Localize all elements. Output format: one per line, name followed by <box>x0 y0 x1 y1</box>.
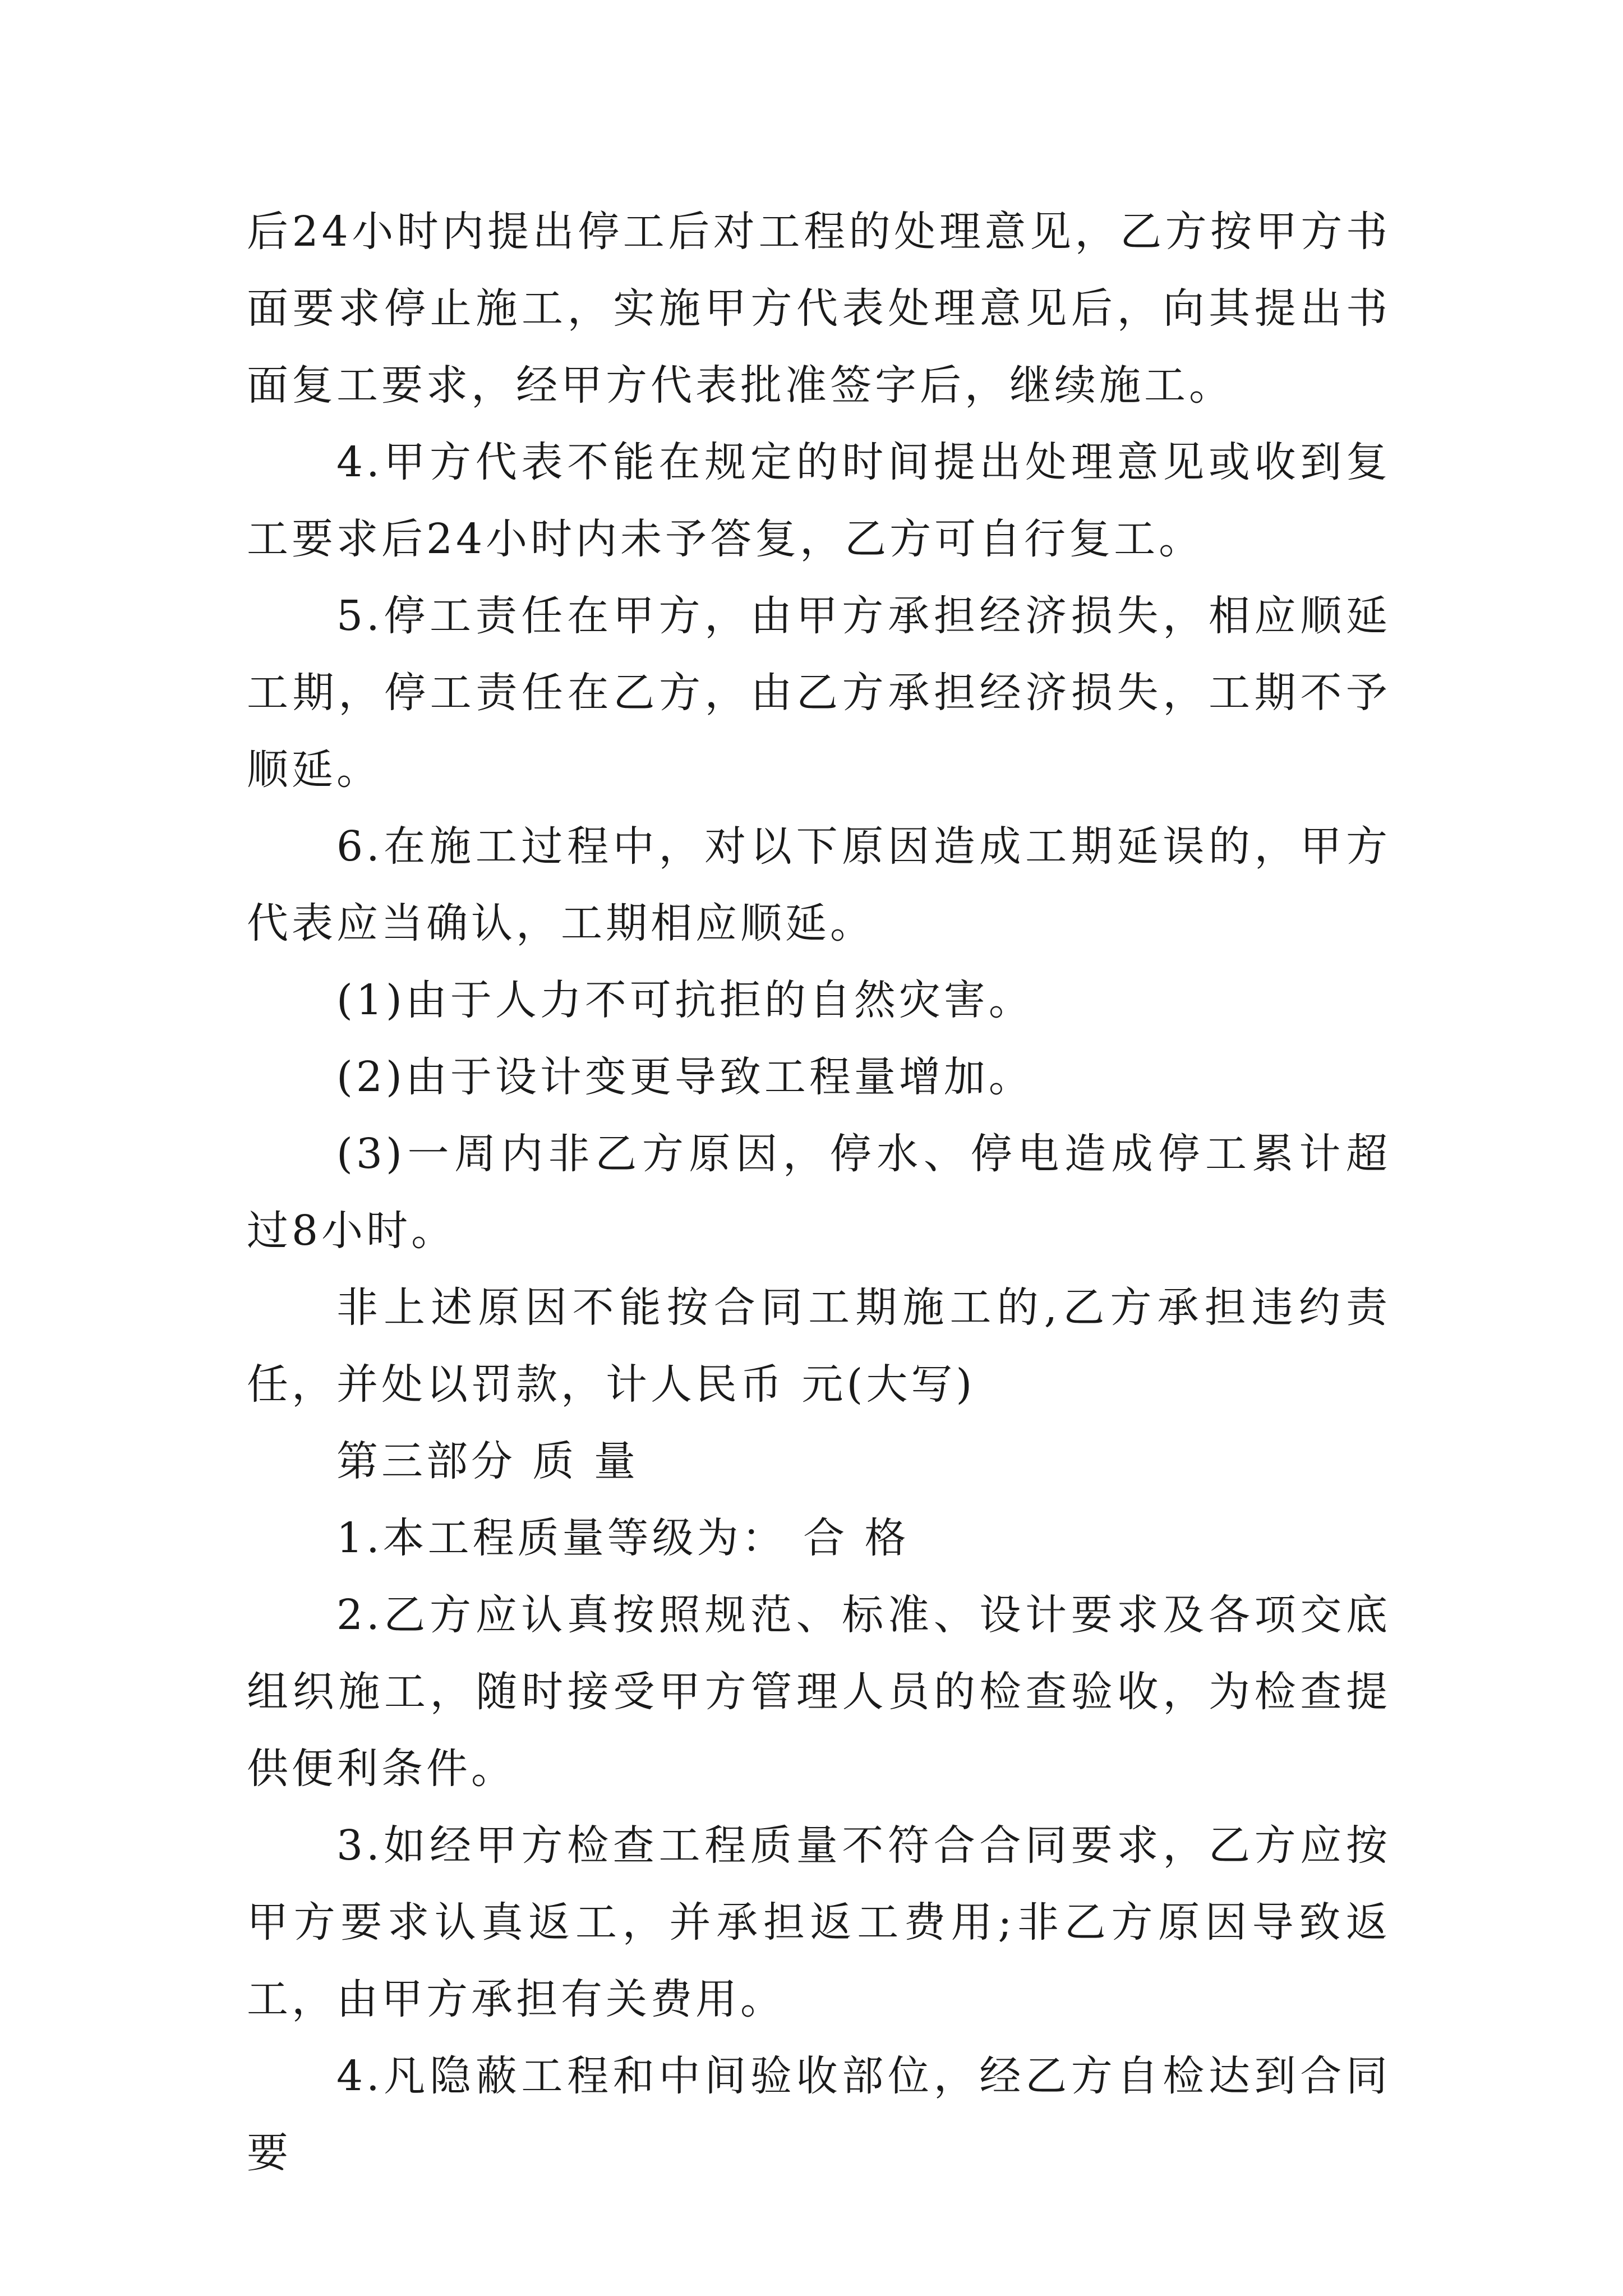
paragraph-clause-6: 6.在施工过程中，对以下原因造成工期延误的，甲方代表应当确认，工期相应顺延。 <box>247 822 1391 947</box>
paragraph-clause-4: 4.甲方代表不能在规定的时间提出处理意见或收到复工要求后24小时内未予答复，乙方可自行复工。 <box>247 438 1391 563</box>
document-body <box>247 194 1391 2192</box>
paragraph-item-2: (2)由于设计变更导致工程量增加。 <box>336 1053 1034 1101</box>
paragraph-penalty: 非上述原因不能按合同工期施工的,乙方承担违约责任，并处以罚款，计人民币 元(大写) <box>247 1283 1391 1409</box>
paragraph-quality-1: 1.本工程质量等级为： 合 格 <box>336 1514 910 1562</box>
paragraph-item-3: (3)一周内非乙方原因，停水、停电造成停工累计超过8小时。 <box>247 1130 1391 1255</box>
paragraph-item-1: (1)由于人力不可抗拒的自然灾害。 <box>336 976 1034 1024</box>
section-heading-quality: 第三部分 质 量 <box>336 1437 639 1485</box>
paragraph-quality-3: 3.如经甲方检查工程质量不符合合同要求，乙方应按甲方要求认真返工，并承担返工费用;非乙方原因导致返工，由甲方承担有关费用。 <box>247 1821 1391 2023</box>
paragraph-continuation: 后24小时内提出停工后对工程的处理意见，乙方按甲方书面要求停止施工，实施甲方代表处理意见后，向其提出书面复工要求，经甲方代表批准签字后，继续施工。 <box>247 208 1391 409</box>
paragraph-clause-5: 5.停工责任在甲方，由甲方承担经济损失，相应顺延工期，停工责任在乙方，由乙方承担经济损失，工期不予顺延。 <box>247 592 1391 794</box>
paragraph-quality-2: 2.乙方应认真按照规范、标准、设计要求及各项交底组织施工，随时接受甲方管理人员的检查验收，为检查提供便利条件。 <box>247 1591 1391 1793</box>
paragraph-quality-4: 4.凡隐蔽工程和中间验收部位，经乙方自检达到合同要 <box>247 2052 1391 2177</box>
